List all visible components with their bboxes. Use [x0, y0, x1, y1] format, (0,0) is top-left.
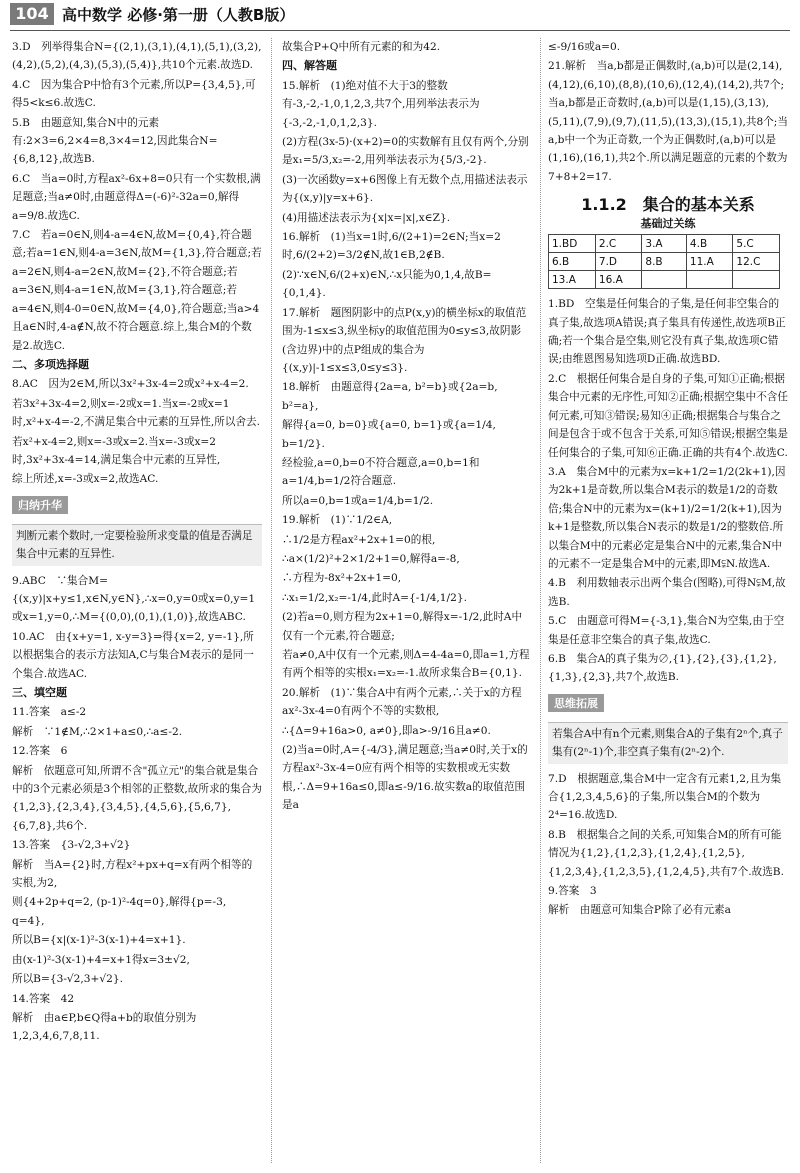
- table-cell: 1.BD: [549, 235, 596, 253]
- table-cell: 7.D: [595, 253, 641, 271]
- answer-9: 9.答案 3: [548, 885, 597, 898]
- answer-8: 8.AC 因为2∈M,所以3x²+3x-4=2或x²+x-4=2.: [12, 378, 249, 391]
- answer-15-text: (4)用描述法表示为{x|x=|x|,x∈Z}.: [282, 211, 451, 224]
- answer-15-text: (2)方程(3x-5)·(x+2)=0的实数解有且仅有两个,分别是x₁=5/3,x₂=-2,用列举法表示为{5/3,-2}.: [282, 136, 529, 167]
- answer-20-text: ∴{Δ=9+16a>0, a≠0},即a>-9/16且a≠0.: [282, 724, 491, 737]
- table-cell: 16.A: [595, 271, 641, 289]
- section-title: 1.1.2 集合的基本关系: [581, 195, 755, 215]
- answer-17: 17.解析 题图阴影中的点P(x,y)的横坐标x的取值范围为-1≤x≤3,纵坐标y的取值范围为0≤y≤3,故阴影(含边界)中的点P组成的集合为{(x,y)|-1≤x≤3,0≤y≤3}.: [282, 306, 527, 374]
- book-title: 高中数学 必修·第一册（人教B版）: [62, 6, 295, 24]
- answer-14-analysis: 解析 由a∈P,b∈Q得a+b的取值分别为1,2,3,4,6,7,8,11.: [12, 1011, 197, 1043]
- answer-8b: 8.B 根据集合之间的关系,可知集合M的所有可能情况为{1,2},{1,2,3},{1,2,4},{1,2,5},{1,2,3,4},{1,2,3,5},{1,2,4,5},共有7个.故选B.: [548, 828, 784, 878]
- answer-15-text: (3)一次函数y=x+6图像上有无数个点,用描述法表示为{(x,y)|y=x+6}.: [282, 173, 528, 205]
- answer-13: 13.答案 {3-√2,3+√2}: [12, 839, 131, 852]
- table-cell: 2.C: [595, 235, 641, 253]
- section-subtitle: 基础过关练: [640, 217, 696, 231]
- page-header: [0, 0, 800, 30]
- answer-19-text: ∴1/2是方程ax²+2x+1=0的根,: [282, 533, 436, 546]
- answer-7: 7.C 若a=0∈N,则4-a=4∈N,故M={0,4},符合题意;若a=1∈N,则4-a=3∈N,故M={1,3},符合题意;若a=2∈N,则4-a=2∈N,故M={2},不符合题意;若a=3∈N,则4-a=1∈N,故M={3,1},符合题意;若a=4∈N,则4-0=0∈N,故M={4,0},符合题意;当a>4且a∈N时,4-a∉N,故不符合题意.综上,集合M的个数是2.故选C.: [12, 229, 262, 352]
- answer-3a: 3.A 集合M中的元素为x=k+1/2=1/2(2k+1),因为2k+1是奇数,所以集合M表示的数是1/2的奇数倍;集合N中的元素为x=(k+1)/2=1/2(k+1),因为k+1是整数,所以集合N表示的数是1/2的整数倍.所以集合M中的元素必定是集合N中的元素,集合N中的元素不一定是集合M中的元素,即M⫋N.故选A.: [548, 465, 786, 570]
- answer-20-cont: ≤-9/16或a=0.: [548, 41, 621, 53]
- answer-11-analysis: 解析 ∵1∉M,∴2×1+a≤0,∴a≤-2.: [12, 725, 183, 738]
- section-heading: 三、填空题: [12, 686, 67, 699]
- answer-19-text: ∴a×(1/2)²+2×1/2+1=0,解得a=-8,: [282, 552, 460, 565]
- table-row: [549, 271, 780, 289]
- column-divider: [271, 38, 272, 1163]
- answer-16: 16.解析 (1)当x=1时,6/(2+1)=2∈N;当x=2时,6/(2+2)=3/2∉N,故1∈B,2∉B.: [282, 231, 501, 262]
- table-row: [549, 235, 780, 253]
- table-cell: [733, 271, 780, 289]
- answer-19-text: ∴x₁=1/2,x₂=-1/4,此时A={-1/4,1/2}.: [282, 591, 467, 604]
- answer-8-text: 若x²+x-4=2,则x=-3或x=2.当x=-3或x=2时,3x²+3x-4=14,满足集合中元素的互异性,: [12, 435, 221, 466]
- answer-table: [548, 234, 780, 289]
- answer-20-text: (2)当a=0时,A={-4/3},满足题意;当a≠0时,关于x的方程ax²-3x-4=0应有两个相等的实数根或无实数根,∴Δ=9+16a≤0,即a≤-9/16.故实数a的取值范围是a: [282, 744, 528, 812]
- summary-box: 判断元素个数时,一定要检验所求变量的值是否满足集合中元素的互异性.: [12, 524, 262, 566]
- answer-5c: 5.C 由题意可得M={-3,1},集合N为空集,由于空集是任意非空集合的真子集,故选C.: [548, 615, 785, 646]
- answer-2c: 2.C 根据任何集合是自身的子集,可知①正确;根据集合中元素的无序性,可知②正确;根据空集中不含任何元素,可知③错误;易知④正确;根据集合与集合之间是包含于或不包含于关系,可知⑤错误;根据空集是任何集合的子集,可知⑥正确.正确的共有4个.故选C.: [548, 372, 788, 459]
- answer-19-text: ∴方程为-8x²+2x+1=0,: [282, 572, 402, 585]
- table-cell: [642, 271, 687, 289]
- answer-15: 15.解析 (1)绝对值不大于3的整数有-3,-2,-1,0,1,2,3,共7个,用列举法表示为{-3,-2,-1,0,1,2,3}.: [282, 79, 480, 129]
- answer-8-text: 若3x²+3x-4=2,则x=-2或x=1.当x=-2或x=1时,x²+x-4=-2,不满足集合中元素的互异性,所以舍去.: [12, 397, 260, 429]
- column-left: [12, 38, 262, 1047]
- table-row: [549, 253, 780, 271]
- table-cell: 3.A: [642, 235, 687, 253]
- section-heading: 二、多项选择题: [12, 357, 89, 371]
- answer-5: 5.B 由题意知,集合N中的元素有:2×3=6,2×4=8,3×4=12,因此集合N={6,8,12},故选B.: [12, 116, 218, 166]
- header-rule: [10, 30, 790, 31]
- table-cell: 11.A: [686, 253, 732, 271]
- column-right: [548, 38, 788, 921]
- answer-9: 9.ABC ∵集合M={(x,y)|x+y≤1,x∈N,y∈N},∴x=0,y=0或x=0,y=1或x=1,y=0,∴M={(0,0),(0,1),(1,0)},故选ABC.: [12, 574, 256, 624]
- answer-8-text: 综上所述,x=-3或x=2,故选AC.: [12, 473, 159, 486]
- answer-13-analysis: 所以B={3-√2,3+√2}.: [12, 973, 123, 986]
- answer-13-analysis: 由(x-1)²-3(x-1)+4=x+1得x=3±√2,: [12, 953, 190, 966]
- answer-19-text: 若a≠0,A中仅有一个元素,则Δ=4-4a=0,即a=1,方程有两个相等的实根x₁=x₂=-1.故所求集合B={0,1}.: [282, 649, 530, 680]
- table-cell: 4.B: [686, 235, 732, 253]
- answer-6b: 6.B 集合A的真子集为∅,{1},{2},{3},{1,2},{1,3},{2,3},共7个,故选B.: [548, 652, 777, 684]
- answer-18: 18.解析 由题意得{2a=a, b²=b}或{2a=b, b²=a},: [282, 381, 498, 412]
- table-cell: 6.B: [549, 253, 596, 271]
- answer-11: 11.答案 a≤-2: [12, 706, 87, 719]
- answer-18-text: 解得{a=0, b=0}或{a=0, b=1}或{a=1/4, b=1/2}.: [282, 419, 496, 450]
- answer-13-analysis: 则{4+2p+q=2, (p-1)²-4q=0},解得{p=-3, q=4},: [12, 896, 227, 927]
- answer-7d: 7.D 根据题意,集合M中一定含有元素1,2,且为集合{1,2,3,4,5,6}的子集,所以集合M的个数为2⁴=16.故选D.: [548, 772, 782, 822]
- page-number: 104: [10, 3, 54, 25]
- answer-14: 14.答案 42: [12, 992, 75, 1005]
- answer-12: 12.答案 6: [12, 745, 68, 758]
- answer-1bd: 1.BD 空集是任何集合的子集,是任何非空集合的真子集,故选项A错误;真子集具有传递性,故选项B正确;若一个集合是空集,则它没有真子集,故选项C错误;由维恩图易知选项D正确.故选BD.: [548, 298, 786, 366]
- section-heading: 四、解答题: [282, 59, 337, 73]
- table-cell: 5.C: [733, 235, 780, 253]
- answer-10: 10.AC 由{x+y=1, x-y=3}⇒得{x=2, y=-1},所以根据集合的表示方法知A,C与集合M表示的是同一个集合.故选AC.: [12, 630, 254, 680]
- answer-13-analysis: 解析 当A={2}时,方程x²+px+q=x有两个相等的实根,为2,: [12, 858, 253, 890]
- answer-4: 4.C 因为集合P中恰有3个元素,所以P={3,4,5},可得5<k≤6.故选C.: [12, 78, 256, 110]
- answer-19: 19.解析 (1)∵1/2∈A,: [282, 514, 393, 527]
- table-cell: 12.C: [733, 253, 780, 271]
- summary-tag: 归纳升华: [12, 496, 68, 514]
- answer-18-text: 所以a=0,b=1或a=1/4,b=1/2.: [282, 494, 434, 507]
- answer-16-text: (2)∵x∈N,6/(2+x)∈N,∴x只能为0,1,4,故B={0,1,4}.: [282, 268, 492, 300]
- answer-3: 3.D 列举得集合N={(2,1),(3,1),(4,1),(5,1),(3,2),(4,2),(5,2),(4,3),(5,3),(5,4)},共10个元素.故选D.: [12, 41, 262, 72]
- answer-12-analysis: 解析 依题意可知,所谓不含"孤立元"的集合就是集合中的3个元素必须是3个相邻的正整数,故所求的集合为{1,2,3},{2,3,4},{3,4,5},{4,5,6},{5,6,7},{6,7,8},共6个.: [12, 764, 262, 832]
- answer-18-text: 经检验,a=0,b=0不符合题意,a=0,b=1和a=1/4,b=1/2符合题意.: [282, 456, 480, 488]
- answer-13-analysis: 所以B={x|(x-1)²-3(x-1)+4=x+1}.: [12, 934, 186, 947]
- answer-14-cont: 故集合P+Q中所有元素的和为42.: [282, 41, 441, 53]
- table-cell: 8.B: [642, 253, 687, 271]
- column-middle: [282, 38, 532, 816]
- extension-box: 若集合A中有n个元素,则集合A的子集有2ⁿ个,真子集有(2ⁿ-1)个,非空真子集有(2ⁿ-2)个.: [548, 722, 788, 764]
- answer-20: 20.解析 (1)∵集合A中有两个元素,∴关于x的方程ax²-3x-4=0有两个不等的实数根,: [282, 686, 522, 718]
- answer-4b: 4.B 利用数轴表示出两个集合(图略),可得N⫋M,故选B.: [548, 577, 786, 608]
- extension-tag: 思维拓展: [548, 694, 604, 712]
- column-divider: [540, 38, 541, 1163]
- answer-9-analysis: 解析 由题意可知集合P除了必有元素a: [548, 904, 731, 917]
- table-cell: 13.A: [549, 271, 596, 289]
- answer-6: 6.C 当a=0时,方程ax²-6x+8=0只有一个实数根,满足题意;当a≠0时,由题意得Δ=(-6)²-32a=0,解得a=9/8.故选C.: [12, 172, 261, 222]
- answer-19-text: (2)若a=0,则方程为2x+1=0,解得x=-1/2,此时A中仅有一个元素,符合题意;: [282, 611, 523, 642]
- table-cell: [686, 271, 732, 289]
- answer-21: 21.解析 当a,b都是正偶数时,(a,b)可以是(2,14),(4,12),(6,10),(8,8),(10,6),(12,4),(14,2),共7个;当a,b都是正奇数时,(a,b)可以是(1,15),(3,13),(5,11),(7,9),(9,7),(11,5),(13,3),(15,1),共8个;当a,b中一个为正奇数,一个为正偶数时,(a,b)可以是(1,16),(16,1),共2个.所以满足题意的元素的个数为7+8+2=17.: [548, 60, 788, 183]
